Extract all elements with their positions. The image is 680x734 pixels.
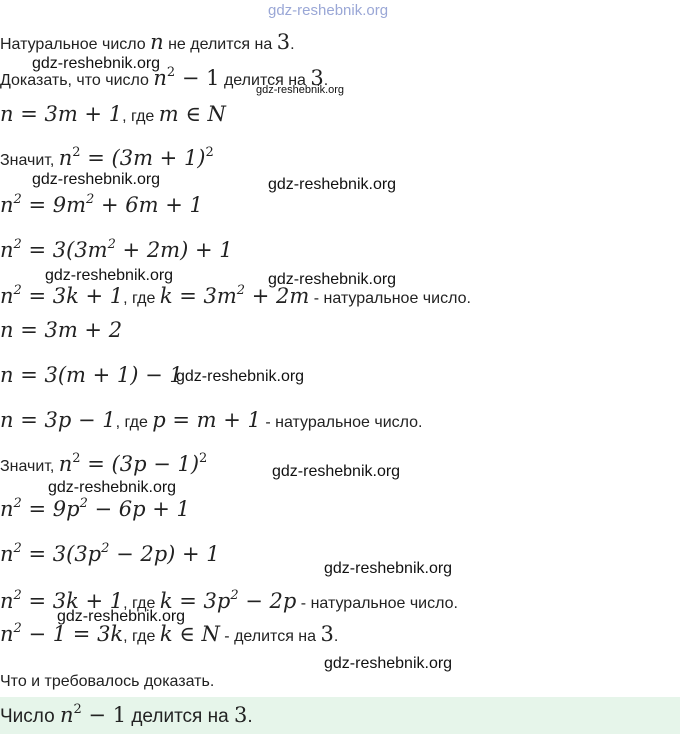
text: . [290, 36, 295, 53]
text: . [247, 706, 253, 727]
math-var: n [0, 284, 14, 308]
watermark: gdz-reshebnik.org [48, 479, 177, 496]
math-expr: + 2m) + 1 [115, 238, 233, 262]
answer-text [0, 703, 253, 729]
math-expr: + 6m + 1 [94, 193, 203, 217]
math-expr: = 9m [21, 193, 87, 217]
math-exponent: 2 [72, 145, 81, 160]
math-var: n [58, 146, 73, 170]
text: делится на [126, 706, 234, 727]
math-number: 3 [310, 66, 324, 90]
math-exponent: 2 [230, 588, 239, 603]
math-expr: − 1 [175, 66, 220, 90]
solution-conclusion [0, 670, 214, 694]
math-expr: = 3(3m [21, 238, 108, 262]
solution-line9 [0, 363, 183, 390]
text: делится на [219, 72, 311, 89]
math-exponent: 2 [236, 283, 246, 298]
solution-line5 [0, 193, 203, 220]
watermark-small: gdz-reshebnik.org [256, 84, 345, 96]
solution-line12 [0, 497, 190, 524]
solution-line10 [0, 408, 423, 435]
watermark: gdz-reshebnik.org [268, 176, 397, 193]
text: - натуральное число. [260, 414, 423, 431]
solution-line15 [0, 622, 338, 649]
text: , где [123, 628, 160, 645]
watermark: gdz-reshebnik.org [45, 267, 174, 284]
math-expr: + 2m [245, 284, 310, 308]
watermark: gdz-reshebnik.org [268, 271, 397, 288]
text: Натуральное число [0, 36, 151, 53]
math-exponent: 2 [13, 621, 22, 636]
math-number: 3 [276, 30, 291, 54]
text: Число [0, 706, 60, 727]
math-var: n [59, 703, 74, 727]
math-var: n [0, 622, 14, 646]
math-exponent: 2 [13, 283, 22, 298]
math-expr: = (3p − 1) [80, 452, 200, 476]
math-expr: n = 3m + 1 [0, 102, 123, 126]
math-expr: n = 3(m + 1) − 1 [0, 363, 183, 387]
watermark-top: gdz-reshebnik.org [268, 2, 389, 19]
math-exponent: 2 [79, 496, 88, 511]
text: - натуральное число. [309, 290, 471, 307]
math-var: n [0, 497, 14, 521]
math-exponent: 2 [166, 65, 176, 80]
text: Что и требовалось доказать. [0, 673, 215, 690]
math-exponent: 2 [13, 541, 22, 556]
math-expr: − 2p) + 1 [109, 542, 220, 566]
math-exponent: 2 [101, 541, 110, 556]
text: , где [115, 414, 153, 431]
math-number: 3 [320, 622, 334, 646]
math-exponent: 2 [13, 237, 22, 252]
math-expr: = 3(3p [21, 542, 102, 566]
math-expr: = (3m + 1) [80, 146, 206, 170]
math-expr: − 2p [238, 589, 297, 613]
math-expr: n = 3p − 1 [0, 408, 116, 432]
watermark: gdz-reshebnik.org [32, 55, 161, 72]
solution-line6 [0, 238, 233, 265]
math-expr: n = 3m + 2 [0, 318, 123, 342]
math-exponent: 2 [13, 496, 22, 511]
math-var: n [153, 66, 167, 90]
text: . [323, 72, 329, 89]
text: , где [123, 595, 160, 612]
math-exponent: 2 [205, 145, 214, 160]
math-var: n [150, 30, 164, 54]
math-exponent: 2 [72, 451, 81, 466]
math-expr: = 3k + 1 [21, 589, 124, 613]
math-expr: − 1 = 3k [21, 622, 124, 646]
solution-line8 [0, 318, 122, 345]
watermark: gdz-reshebnik.org [32, 171, 161, 188]
math-expr: = 9p [21, 497, 80, 521]
math-exponent: 2 [13, 588, 22, 603]
solution-line7 [0, 284, 471, 311]
math-exponent: 2 [199, 451, 208, 466]
watermark: gdz-reshebnik.org [324, 560, 453, 577]
math-var: n [58, 452, 73, 476]
text: Значит, [0, 458, 59, 475]
math-var: n [0, 589, 14, 613]
math-var: n [0, 542, 14, 566]
math-number: 3 [233, 703, 248, 727]
solution-line14 [0, 589, 458, 616]
problem-statement-line1 [0, 30, 295, 57]
math-exponent: 2 [107, 237, 116, 252]
math-expr: k = 3m [159, 284, 237, 308]
watermark: gdz-reshebnik.org [272, 463, 401, 480]
watermark: gdz-reshebnik.org [324, 655, 453, 672]
math-exponent: 2 [13, 192, 22, 207]
math-expr: − 1 [81, 703, 127, 727]
math-expr: k ∈ N [159, 622, 220, 646]
solution-line4 [0, 146, 214, 173]
math-exponent: 2 [73, 702, 82, 717]
text: Значит, [0, 152, 59, 169]
math-exponent: 2 [86, 192, 95, 207]
text: . [333, 628, 339, 645]
text: , где [122, 108, 159, 125]
math-expr: k = 3p [159, 589, 231, 613]
math-expr: − 6p + 1 [87, 497, 190, 521]
text: не делится на [163, 36, 277, 53]
problem-statement-line2 [0, 66, 328, 93]
text: Доказать, что число [0, 72, 154, 89]
math-expr: m ∈ N [158, 102, 226, 126]
text: - натуральное число. [296, 595, 458, 612]
text: - делится на [219, 628, 321, 645]
solution-line3 [0, 102, 226, 129]
math-var: n [0, 238, 14, 262]
solution-line13 [0, 542, 220, 569]
watermark: gdz-reshebnik.org [176, 368, 305, 385]
math-var: n [0, 193, 14, 217]
math-expr: p = m + 1 [152, 408, 261, 432]
solution-line11 [0, 452, 207, 479]
text: , где [123, 290, 160, 307]
watermark: gdz-reshebnik.org [57, 608, 186, 625]
math-expr: = 3k + 1 [21, 284, 124, 308]
